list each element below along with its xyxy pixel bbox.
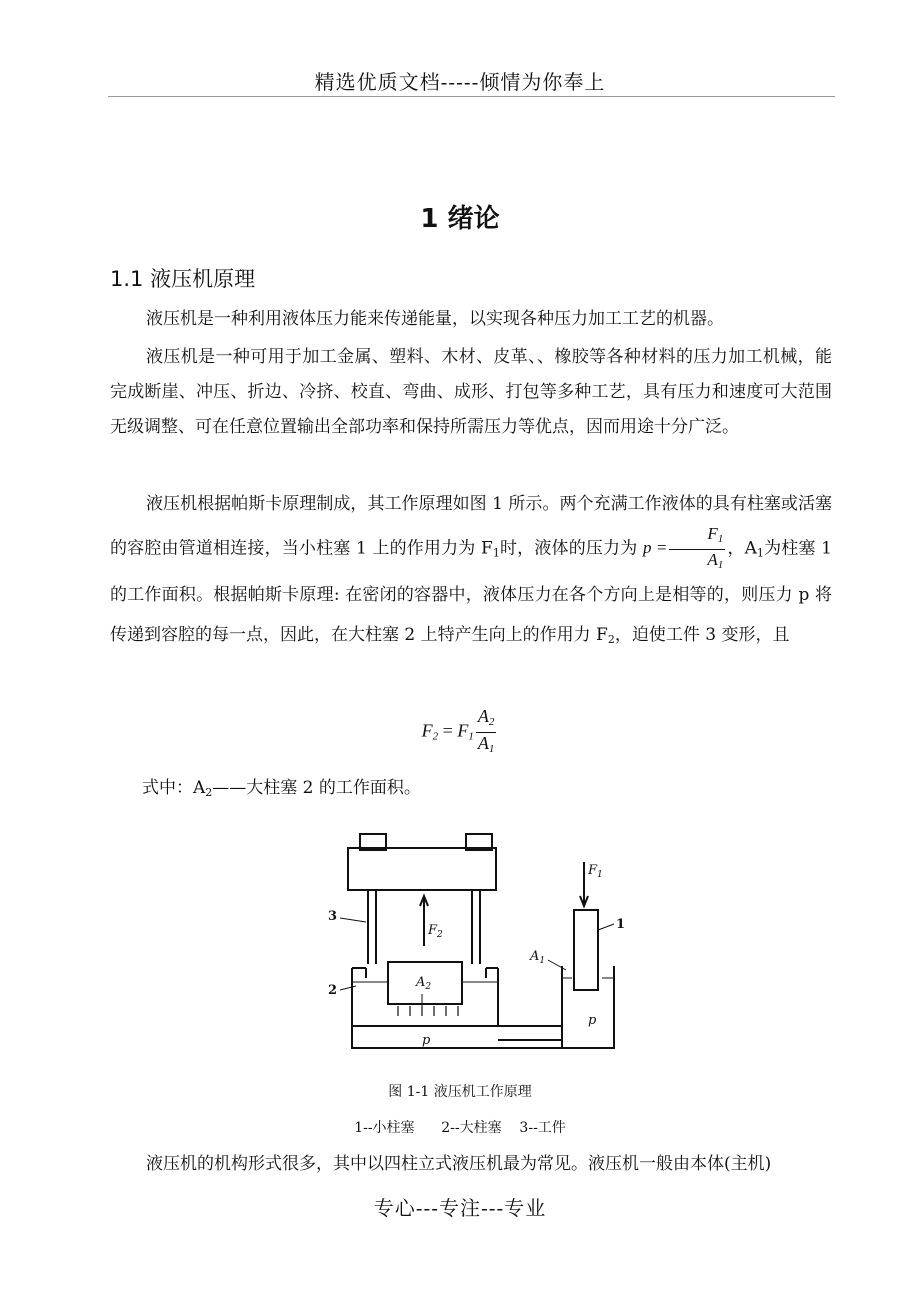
- eq-num: A: [477, 706, 489, 726]
- label-pressure-right: p: [588, 1013, 597, 1028]
- paragraph-3-sub-c: 1: [756, 546, 764, 560]
- page-header: 精选优质文档-----倾情为你奉上: [314, 70, 606, 94]
- inline-fraction-num-sub: 1: [717, 533, 724, 545]
- eq-f1: F: [457, 720, 469, 741]
- eq-f1-sub: 1: [468, 730, 474, 743]
- eq-fraction: [476, 706, 497, 759]
- where-part-a: 式中：A: [142, 778, 206, 798]
- display-equation: [0, 706, 920, 759]
- label-1: 1: [616, 917, 626, 932]
- small-plunger: [574, 910, 598, 990]
- paragraph-3-sub-a: 1: [492, 546, 500, 560]
- label-2: 2: [328, 983, 338, 998]
- paragraph-where: [110, 771, 832, 810]
- label-pressure-left: p: [422, 1033, 431, 1048]
- label-a2: $A_2$: [416, 975, 432, 992]
- section-title: 1.1 液压机原理: [110, 267, 256, 291]
- eq-equals: =: [438, 720, 458, 741]
- inline-fraction: [669, 524, 725, 575]
- where-part-b: ——大柱塞 2 的工作面积。: [212, 778, 421, 798]
- label-f1: $F_1$: [588, 863, 603, 880]
- label-3: 3: [328, 909, 338, 924]
- paragraph-3-part-d: 为柱塞 1 的工作面积。根据帕斯卡原理: 在密闭的容器中，液体压力在各个方向上是相等的，则压力 p 将传递到容腔的每一点，因此，在大柱塞 2 上特产生向上的作用力 F: [110, 538, 832, 645]
- label-a1: $A_1$: [530, 949, 546, 966]
- paragraph-3-sub-d: 2: [607, 633, 615, 646]
- eq-lhs-sub: 2: [432, 730, 439, 743]
- paragraph-3: [110, 484, 832, 660]
- paragraph-1: 液压机是一种利用液体压力能来传递能量，以实现各种压力加工工艺的机器。: [146, 309, 724, 329]
- inline-fraction-num: F: [707, 524, 718, 543]
- eq-den: A: [477, 733, 489, 753]
- paragraph-3-part-a: 液压机根据帕斯卡原理制成，其工作原理如图 1 所示。两个充满工作液体的具有柱塞或活塞的容腔由管道相连接，当小柱塞 1 上的作用力为 F: [110, 494, 832, 559]
- eq-den-sub: 1: [488, 743, 495, 755]
- header-divider: [108, 96, 835, 97]
- paragraph-2: 液压机是一种可用于加工金属、塑料、木材、皮革、、橡胶等各种材料的压力加工机械，能完成断崖、冲压、折边、冷挤、校直、弯曲、成形、打包等多种工艺，具有压力和速度可大范围无级调整、可在任意位置输出全部功率和保持所需压力等优点，因而用途十分广泛。: [110, 347, 832, 437]
- inline-formula: [642, 524, 727, 571]
- paragraph-6: 液压机的机构形式很多，其中以四柱立式液压机最为常见。液压机一般由本体(主机): [146, 1154, 772, 1174]
- paragraph-3-part-c: ，A: [727, 538, 757, 559]
- figure-legend: 1--小柱塞 2--大柱塞 3--工件: [354, 1120, 566, 1136]
- paragraph-3-part-e: ，迫使工件 3 变形，且: [614, 625, 790, 645]
- chapter-title: 1 绪论: [420, 204, 500, 234]
- eq-lhs: F: [421, 720, 433, 741]
- inline-fraction-den-sub: 1: [717, 559, 724, 571]
- eq-num-sub: 2: [488, 716, 495, 728]
- inline-fraction-den: A: [707, 550, 718, 569]
- hydraulic-press-diagram: [326, 818, 626, 1058]
- figure-caption: 图 1-1 液压机工作原理: [388, 1084, 532, 1100]
- inline-formula-lhs: p =: [642, 538, 668, 558]
- where-sub: 2: [205, 786, 213, 799]
- crossbeam: [348, 848, 496, 890]
- page-footer: 专心---专注---专业: [373, 1196, 547, 1220]
- paragraph-3-part-b: 时，液体的压力为: [499, 538, 638, 559]
- label-f2: $F_2$: [428, 923, 443, 940]
